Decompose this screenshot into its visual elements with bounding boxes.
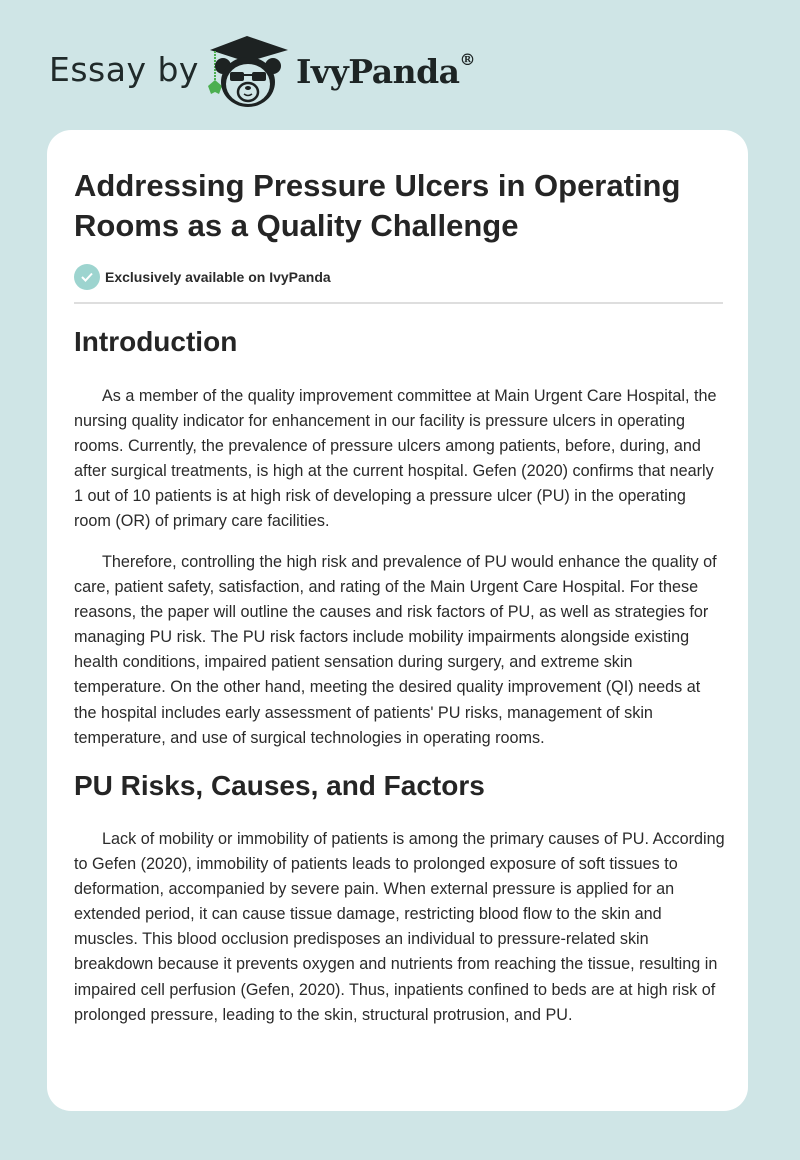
panda-graduation-cap-icon[interactable] [202,36,292,108]
section-heading-pu-risks: PU Risks, Causes, and Factors [74,770,485,801]
exclusive-badge [74,264,331,290]
brand-name[interactable]: IvyPanda® [296,50,476,91]
divider [74,302,723,304]
essay-by-label: Essay by [49,50,199,89]
site-header [0,0,800,130]
section-heading-introduction: Introduction [74,326,238,357]
badge-text: Exclusively available on IvyPanda [105,269,331,285]
paragraph: As a member of the quality improvement committee at Main Urgent Care Hospital, the nursing quality indicator for enhancement in our facility is pressure ulcers in operating rooms. Currently, the prevalence of pressure ulcers among patients, before, during, and after surgical treatments, is high at the current hospital. Gefen (2020) confirms that nearly 1 out of 10 patients is at high risk of developing a pressure ulcer (PU) in the operating room (OR) of primary care facilities. [74,387,717,531]
paragraph: Therefore, controlling the high risk and prevalence of PU would enhance the quality of care, patient safety, satisfaction, and rating of the Main Urgent Care Hospital. For these reasons, the paper will outline the causes and risk factors of PU, as well as strategies for managing PU risk. The PU risk factors include mobility impairments alongside existing health conditions, impaired patient sensation during surgery, and extreme skin temperature. On the other hand, meeting the desired quality improvement (QI) needs at the hospital includes early assessment of patients' PU risks, management of skin temperature, and use of surgical technologies in operating rooms. [74,553,717,747]
article-card [47,130,748,1111]
page-title: Addressing Pressure Ulcers in Operating Rooms as a Quality Challenge [74,168,681,243]
paragraph: Lack of mobility or immobility of patients is among the primary causes of PU. According to Gefen (2020), immobility of patients leads to prolonged exposure of soft tissues to deformation, accompanied by severe pain. When external pressure is applied for an extended period, it can cause tissue damage, restricting blood flow to the skin and muscles. This blood occlusion predisposes an individual to pressure-related skin breakdown because it prevents oxygen and nutrients from reaching the tissue, resulting in impaired cell perfusion (Gefen, 2020). Thus, inpatients confined to beds are at high risk of prolonged pressure, leading to the skin, structural protrusion, and PU. [74,830,725,1024]
registered-mark: ® [459,50,476,69]
check-circle-icon [74,264,100,290]
